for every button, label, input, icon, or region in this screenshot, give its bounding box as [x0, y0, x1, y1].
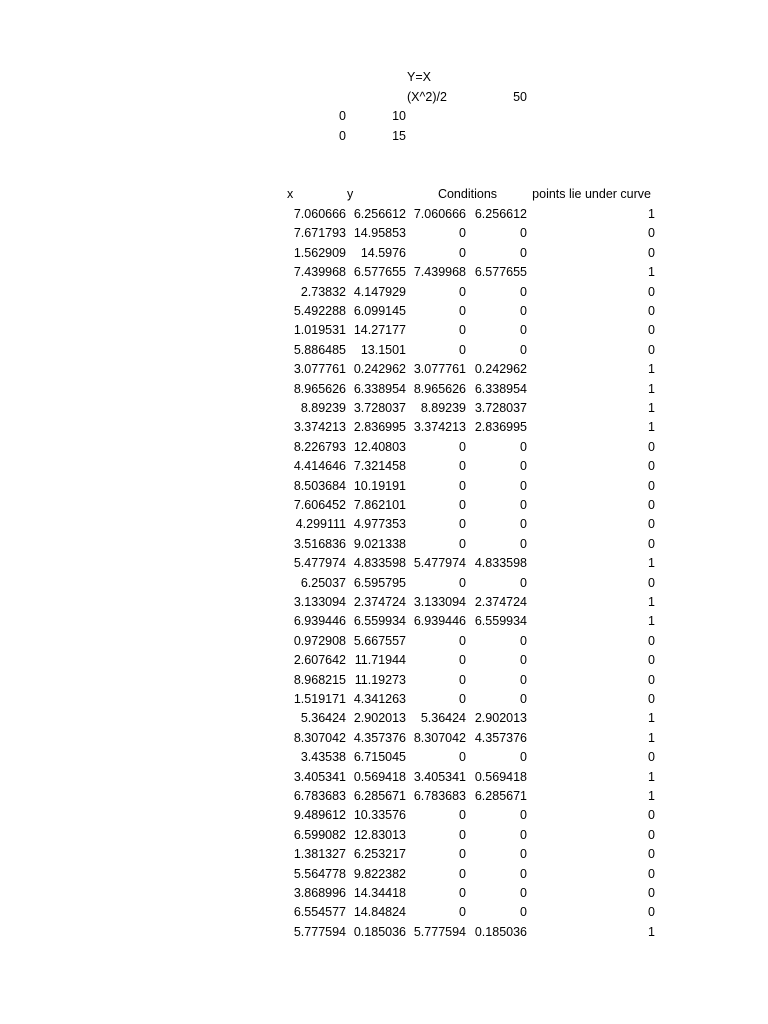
- cell-x: 3.374213: [293, 420, 346, 435]
- cell-under-curve: 0: [648, 866, 655, 881]
- cell-under-curve: 0: [648, 245, 655, 260]
- cell-under-curve: 0: [648, 439, 655, 454]
- cell-y: 0.242962: [353, 362, 406, 377]
- cell-condition-y: 0: [520, 750, 527, 765]
- cell-condition-y: 0: [520, 886, 527, 900]
- formula2-label: (X^2)/2: [407, 90, 447, 104]
- formula-label: Y=X: [407, 70, 431, 84]
- cell-condition-x: 3.133094: [413, 595, 466, 609]
- cell-condition-y: 6.559934: [474, 614, 527, 629]
- cell-x: 2.607642: [293, 653, 346, 668]
- cell-x: 3.516836: [293, 536, 346, 551]
- cell-x: 5.777594: [293, 924, 346, 939]
- cell-x: 7.671793: [293, 226, 346, 241]
- count-value: 50: [513, 90, 527, 104]
- cell-condition-x: 0: [459, 478, 466, 493]
- cell-under-curve: 0: [648, 575, 655, 590]
- cell-x: 3.405341: [293, 769, 346, 784]
- cell-condition-x: 0: [459, 827, 466, 842]
- cell-condition-y: 0: [520, 827, 527, 842]
- cell-condition-x: 7.439968: [413, 265, 466, 280]
- cell-under-curve: 0: [648, 226, 655, 241]
- cell-condition-y: 0: [520, 517, 527, 532]
- cell-under-curve: 1: [648, 730, 655, 745]
- cell-y: 10.33576: [353, 808, 406, 823]
- cell-condition-x: 8.307042: [413, 730, 466, 745]
- cell-y: 14.34418: [353, 886, 406, 900]
- cell-y: 2.902013: [353, 711, 406, 726]
- cell-condition-y: 0: [520, 692, 527, 706]
- cell-y: 0.185036: [353, 924, 406, 939]
- cell-x: 1.519171: [293, 692, 346, 706]
- cell-condition-x: 0: [459, 226, 466, 241]
- cell-condition-y: 6.338954: [474, 381, 527, 396]
- cell-condition-y: 0: [520, 323, 527, 338]
- cell-y: 6.099145: [353, 304, 406, 318]
- cell-under-curve: 1: [648, 614, 655, 629]
- cell-condition-x: 0: [459, 653, 466, 668]
- cell-x: 6.783683: [293, 789, 346, 803]
- cell-under-curve: 1: [648, 595, 655, 609]
- cell-condition-x: 5.477974: [413, 556, 466, 571]
- cell-y: 6.338954: [353, 381, 406, 396]
- cell-condition-x: 0: [459, 575, 466, 590]
- cell-condition-x: 0: [459, 692, 466, 706]
- cell-condition-y: 6.285671: [474, 789, 527, 803]
- cell-x: 3.868996: [293, 886, 346, 900]
- cell-condition-x: 0: [459, 342, 466, 357]
- cell-under-curve: 1: [648, 265, 655, 280]
- cell-y: 6.577655: [353, 265, 406, 280]
- cell-under-curve: 0: [648, 886, 655, 900]
- cell-y: 2.374724: [353, 595, 406, 609]
- cell-condition-y: 0: [520, 575, 527, 590]
- cell-condition-y: 0: [520, 866, 527, 881]
- cell-condition-x: 5.36424: [420, 711, 466, 726]
- cell-x: 6.554577: [293, 905, 346, 920]
- cell-y: 4.977353: [353, 517, 406, 532]
- cell-under-curve: 0: [648, 750, 655, 765]
- cell-x: 1.019531: [293, 323, 346, 338]
- cell-x: 5.886485: [293, 342, 346, 357]
- cell-under-curve: 1: [648, 381, 655, 396]
- column-header-y: y: [347, 187, 354, 201]
- range-row2-min: 0: [339, 129, 346, 143]
- cell-y: 14.5976: [360, 245, 406, 260]
- cell-condition-y: 6.577655: [474, 265, 527, 280]
- cell-under-curve: 1: [648, 420, 655, 435]
- cell-condition-x: 7.060666: [413, 207, 466, 221]
- cell-x: 8.968215: [293, 672, 346, 687]
- cell-y: 4.357376: [353, 730, 406, 745]
- cell-under-curve: 1: [648, 769, 655, 784]
- cell-under-curve: 0: [648, 827, 655, 842]
- range-row2-max: 15: [392, 129, 406, 143]
- cell-under-curve: 1: [648, 924, 655, 939]
- cell-under-curve: 1: [648, 711, 655, 726]
- cell-condition-y: 0: [520, 672, 527, 687]
- cell-condition-y: 0: [520, 847, 527, 862]
- cell-y: 11.19273: [354, 672, 406, 687]
- cell-under-curve: 0: [648, 517, 655, 532]
- cell-x: 8.307042: [293, 730, 346, 745]
- cell-x: 6.599082: [293, 827, 346, 842]
- cell-condition-x: 0: [459, 672, 466, 687]
- cell-y: 14.84824: [353, 905, 406, 920]
- cell-x: 4.414646: [293, 459, 346, 474]
- cell-x: 9.489612: [293, 808, 346, 823]
- cell-y: 6.715045: [353, 750, 406, 765]
- cell-x: 4.299111: [295, 517, 346, 532]
- cell-condition-y: 0: [520, 342, 527, 357]
- cell-condition-y: 0: [520, 245, 527, 260]
- cell-under-curve: 0: [648, 459, 655, 474]
- cell-condition-x: 6.939446: [413, 614, 466, 629]
- cell-condition-x: 0: [459, 439, 466, 454]
- cell-y: 14.95853: [353, 226, 406, 241]
- cell-condition-y: 0: [520, 653, 527, 668]
- cell-condition-x: 0: [459, 750, 466, 765]
- cell-condition-x: 0: [459, 905, 466, 920]
- cell-y: 4.341263: [353, 692, 406, 706]
- cell-y: 6.285671: [353, 789, 406, 803]
- cell-under-curve: 1: [648, 556, 655, 571]
- range-row1-min: 0: [339, 109, 346, 123]
- cell-condition-x: 0: [459, 323, 466, 338]
- cell-x: 5.36424: [300, 711, 346, 726]
- cell-y: 10.19191: [353, 478, 406, 493]
- cell-under-curve: 0: [648, 672, 655, 687]
- cell-x: 6.25037: [300, 575, 346, 590]
- cell-y: 9.822382: [353, 866, 406, 881]
- cell-y: 11.71944: [354, 653, 406, 668]
- cell-condition-y: 0: [520, 536, 527, 551]
- cell-condition-x: 6.783683: [413, 789, 466, 803]
- cell-under-curve: 0: [648, 478, 655, 493]
- cell-condition-y: 4.357376: [474, 730, 527, 745]
- cell-under-curve: 0: [648, 808, 655, 823]
- cell-under-curve: 0: [648, 342, 655, 357]
- cell-under-curve: 0: [648, 653, 655, 668]
- cell-y: 6.559934: [353, 614, 406, 629]
- column-header-conditions: Conditions: [437, 187, 498, 201]
- cell-x: 5.492288: [293, 304, 346, 318]
- range-row1-max: 10: [392, 109, 406, 123]
- cell-x: 7.439968: [293, 265, 346, 280]
- cell-condition-x: 8.965626: [413, 381, 466, 396]
- cell-condition-x: 0: [459, 866, 466, 881]
- cell-under-curve: 1: [648, 207, 655, 221]
- cell-x: 3.43538: [300, 750, 346, 765]
- cell-x: 5.477974: [293, 556, 346, 571]
- cell-x: 8.226793: [293, 439, 346, 454]
- cell-x: 8.503684: [293, 478, 346, 493]
- cell-condition-y: 0: [520, 226, 527, 241]
- cell-x: 8.965626: [293, 381, 346, 396]
- cell-condition-y: 6.256612: [474, 207, 527, 221]
- cell-condition-y: 2.836995: [474, 420, 527, 435]
- cell-y: 6.595795: [353, 575, 406, 590]
- cell-condition-y: 4.833598: [474, 556, 527, 571]
- cell-x: 2.73832: [300, 284, 346, 299]
- cell-y: 2.836995: [353, 420, 406, 435]
- cell-condition-x: 0: [459, 808, 466, 823]
- cell-y: 3.728037: [353, 401, 406, 415]
- cell-condition-x: 0: [459, 886, 466, 900]
- column-header-x: x: [287, 187, 294, 201]
- cell-x: 0.972908: [293, 633, 346, 648]
- cell-condition-x: 0: [459, 633, 466, 648]
- cell-y: 14.27177: [353, 323, 406, 338]
- cell-condition-y: 0: [520, 498, 527, 512]
- cell-condition-x: 0: [459, 517, 466, 532]
- cell-condition-y: 0.242962: [474, 362, 527, 377]
- cell-condition-y: 0: [520, 439, 527, 454]
- cell-condition-y: 2.374724: [474, 595, 527, 609]
- cell-condition-y: 0: [520, 459, 527, 474]
- cell-condition-x: 0: [459, 498, 466, 512]
- cell-condition-x: 0: [459, 847, 466, 862]
- cell-condition-x: 3.077761: [413, 362, 466, 377]
- cell-y: 12.40803: [353, 439, 406, 454]
- cell-y: 5.667557: [353, 633, 406, 648]
- cell-under-curve: 0: [648, 847, 655, 862]
- cell-condition-x: 0: [459, 284, 466, 299]
- cell-under-curve: 0: [648, 633, 655, 648]
- cell-under-curve: 0: [648, 536, 655, 551]
- cell-x: 3.077761: [293, 362, 346, 377]
- cell-condition-y: 0.569418: [474, 769, 527, 784]
- cell-condition-y: 0.185036: [474, 924, 527, 939]
- cell-condition-y: 0: [520, 633, 527, 648]
- cell-condition-y: 0: [520, 905, 527, 920]
- cell-y: 12.83013: [353, 827, 406, 842]
- cell-condition-x: 0: [459, 304, 466, 318]
- cell-condition-y: 0: [520, 304, 527, 318]
- cell-under-curve: 1: [648, 789, 655, 803]
- cell-under-curve: 0: [648, 323, 655, 338]
- cell-condition-x: 0: [459, 245, 466, 260]
- cell-x: 8.89239: [300, 401, 346, 415]
- cell-x: 1.381327: [293, 847, 346, 862]
- cell-y: 13.1501: [360, 342, 406, 357]
- cell-x: 3.133094: [293, 595, 346, 609]
- cell-under-curve: 0: [648, 692, 655, 706]
- cell-condition-x: 5.777594: [413, 924, 466, 939]
- cell-y: 9.021338: [353, 536, 406, 551]
- cell-condition-y: 0: [520, 284, 527, 299]
- cell-x: 6.939446: [293, 614, 346, 629]
- cell-x: 1.562909: [293, 245, 346, 260]
- cell-condition-x: 0: [459, 536, 466, 551]
- cell-condition-y: 3.728037: [474, 401, 527, 415]
- cell-y: 4.833598: [353, 556, 406, 571]
- cell-condition-y: 0: [520, 478, 527, 493]
- cell-condition-x: 0: [459, 459, 466, 474]
- cell-x: 7.060666: [293, 207, 346, 221]
- cell-under-curve: 1: [648, 401, 655, 415]
- cell-y: 7.862101: [353, 498, 406, 512]
- cell-y: 4.147929: [353, 284, 406, 299]
- cell-under-curve: 0: [648, 284, 655, 299]
- cell-under-curve: 0: [648, 905, 655, 920]
- cell-y: 6.256612: [353, 207, 406, 221]
- column-header-points-under-curve: points lie under curve: [532, 187, 651, 201]
- cell-x: 7.606452: [293, 498, 346, 512]
- cell-y: 0.569418: [353, 769, 406, 784]
- cell-condition-y: 2.902013: [474, 711, 527, 726]
- cell-under-curve: 0: [648, 304, 655, 318]
- cell-y: 7.321458: [353, 459, 406, 474]
- cell-condition-x: 8.89239: [420, 401, 466, 415]
- cell-condition-y: 0: [520, 808, 527, 823]
- cell-condition-x: 3.374213: [413, 420, 466, 435]
- cell-x: 5.564778: [293, 866, 346, 881]
- cell-under-curve: 1: [648, 362, 655, 377]
- cell-y: 6.253217: [353, 847, 406, 862]
- cell-under-curve: 0: [648, 498, 655, 512]
- cell-condition-x: 3.405341: [413, 769, 466, 784]
